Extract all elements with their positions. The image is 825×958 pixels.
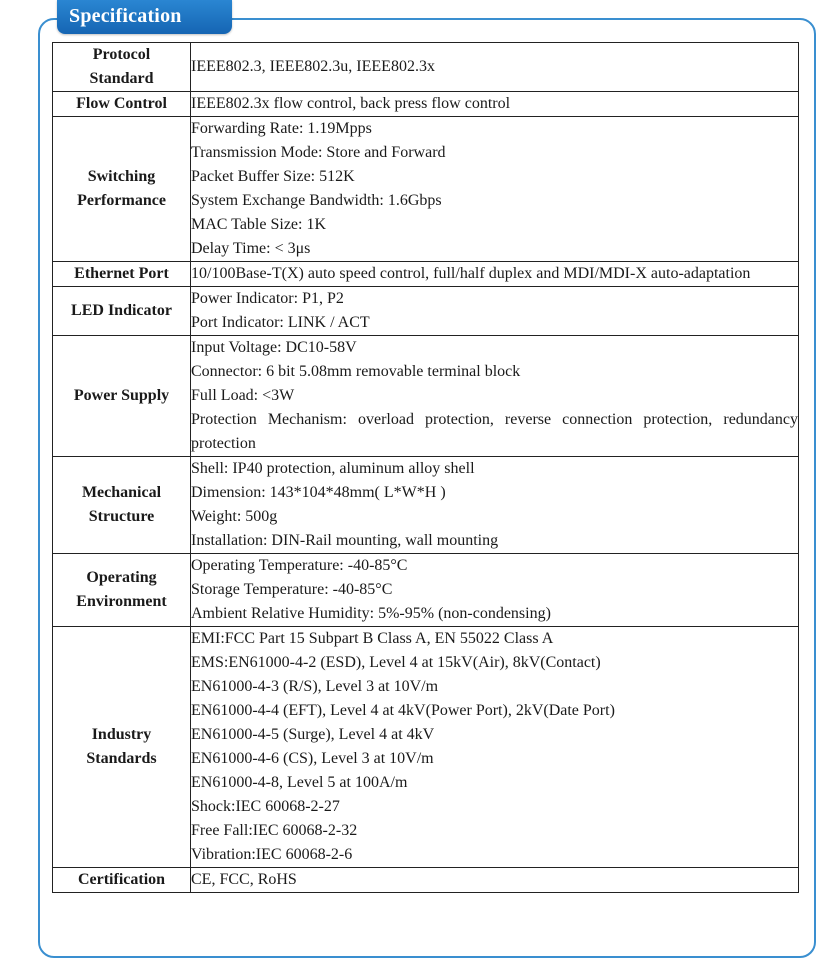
spec-row-label: [53, 457, 191, 554]
spec-value-line: 10/100Base-T(X) auto speed control, full/half duplex and MDI/MDI-X auto-adaptation: [191, 265, 751, 282]
spec-value-line: Power Indicator: P1, P2: [191, 290, 344, 307]
spec-row: [53, 43, 799, 92]
spec-row-value: [191, 868, 799, 893]
spec-value-line: Storage Temperature: -40-85°C: [191, 581, 393, 598]
spec-row-value: [191, 262, 799, 287]
spec-label-line: Power Supply: [73, 387, 170, 404]
spec-value-line: Full Load: <3W: [191, 387, 295, 404]
spec-row: [53, 868, 799, 893]
spec-value-line: MAC Table Size: 1K: [191, 216, 327, 233]
spec-value-line: Installation: DIN-Rail mounting, wall mounting: [191, 532, 499, 549]
spec-row-label: [53, 868, 191, 893]
spec-value-line: EN61000-4-8, Level 5 at 100A/m: [191, 774, 408, 791]
spec-table: [52, 42, 799, 893]
spec-row-value: [191, 287, 799, 336]
spec-value-line: Protection Mechanism: overload protection, reverse connection protection, redundancy protection: [191, 411, 798, 452]
spec-label-line: Certification: [77, 871, 166, 888]
spec-row-label: [53, 117, 191, 262]
spec-label-line: LED Indicator: [71, 302, 172, 319]
spec-value-line: EN61000-4-4 (EFT), Level 4 at 4kV(Power Port), 2kV(Date Port): [191, 702, 615, 719]
spec-table-body: [53, 43, 799, 893]
spec-row-value: [191, 627, 799, 868]
spec-label-line: Mechanical: [81, 484, 162, 501]
spec-value-line: EN61000-4-3 (R/S), Level 3 at 10V/m: [191, 678, 439, 695]
spec-value-line: Dimension: 143*104*48mm( L*W*H ): [191, 484, 446, 501]
spec-value-line: EMI:FCC Part 15 Subpart B Class A, EN 55022 Class A: [191, 630, 554, 647]
spec-row: [53, 457, 799, 554]
spec-value-line: IEEE802.3x flow control, back press flow control: [191, 95, 511, 112]
spec-value-line: System Exchange Bandwidth: 1.6Gbps: [191, 192, 442, 209]
spec-row-value: [191, 92, 799, 117]
spec-row-label: [53, 43, 191, 92]
spec-row-value: [191, 117, 799, 262]
spec-value-line: EMS:EN61000-4-2 (ESD), Level 4 at 15kV(Air), 8kV(Contact): [191, 654, 601, 671]
spec-label-line: Industry: [91, 726, 152, 743]
spec-row-label: [53, 627, 191, 868]
spec-row-label: [53, 287, 191, 336]
spec-value-line: Port Indicator: LINK / ACT: [191, 314, 370, 331]
spec-value-line: Forwarding Rate: 1.19Mpps: [191, 120, 372, 137]
spec-row: [53, 262, 799, 287]
spec-value-line: Ambient Relative Humidity: 5%-95% (non-condensing): [191, 605, 551, 622]
spec-label-line: Flow Control: [76, 95, 167, 112]
spec-header-tab: [57, 0, 232, 34]
spec-row-value: [191, 554, 799, 627]
spec-value-line: Connector: 6 bit 5.08mm removable terminal block: [191, 363, 521, 380]
spec-label-line: Structure: [88, 508, 155, 525]
spec-value-line: Weight: 500g: [191, 508, 278, 525]
spec-row: [53, 92, 799, 117]
spec-label-line: Performance: [77, 192, 166, 209]
spec-label-line: Protocol: [92, 46, 151, 63]
spec-row-label: [53, 554, 191, 627]
spec-title: Specification: [69, 5, 182, 27]
spec-row-value: [191, 43, 799, 92]
spec-row-label: [53, 262, 191, 287]
spec-row: [53, 336, 799, 457]
spec-label-line: Standard: [89, 70, 154, 87]
spec-row: [53, 627, 799, 868]
spec-value-line: Packet Buffer Size: 512K: [191, 168, 355, 185]
spec-value-line: Shock:IEC 60068-2-27: [191, 798, 340, 815]
spec-row: [53, 117, 799, 262]
spec-label-line: Standards: [86, 750, 157, 767]
spec-value-line: IEEE802.3, IEEE802.3u, IEEE802.3x: [191, 58, 435, 75]
spec-label-line: Operating: [86, 569, 157, 586]
spec-value-line: Transmission Mode: Store and Forward: [191, 144, 446, 161]
spec-row-label: [53, 336, 191, 457]
spec-value-line: EN61000-4-5 (Surge), Level 4 at 4kV: [191, 726, 435, 743]
spec-label-line: Switching: [87, 168, 156, 185]
spec-value-line: Delay Time: < 3μs: [191, 240, 311, 257]
spec-value-line: Input Voltage: DC10-58V: [191, 339, 357, 356]
spec-value-line: CE, FCC, RoHS: [191, 871, 297, 888]
spec-value-line: Free Fall:IEC 60068-2-32: [191, 822, 358, 839]
spec-row: [53, 287, 799, 336]
spec-value-line: Operating Temperature: -40-85°C: [191, 557, 408, 574]
spec-row: [53, 554, 799, 627]
spec-value-line: Vibration:IEC 60068-2-6: [191, 846, 353, 863]
spec-row-label: [53, 92, 191, 117]
spec-row-value: [191, 457, 799, 554]
spec-value-line: EN61000-4-6 (CS), Level 3 at 10V/m: [191, 750, 434, 767]
spec-value-line: Shell: IP40 protection, aluminum alloy shell: [191, 460, 475, 477]
spec-label-line: Environment: [76, 593, 167, 610]
spec-row-value: [191, 336, 799, 457]
spec-label-line: Ethernet Port: [74, 265, 169, 282]
